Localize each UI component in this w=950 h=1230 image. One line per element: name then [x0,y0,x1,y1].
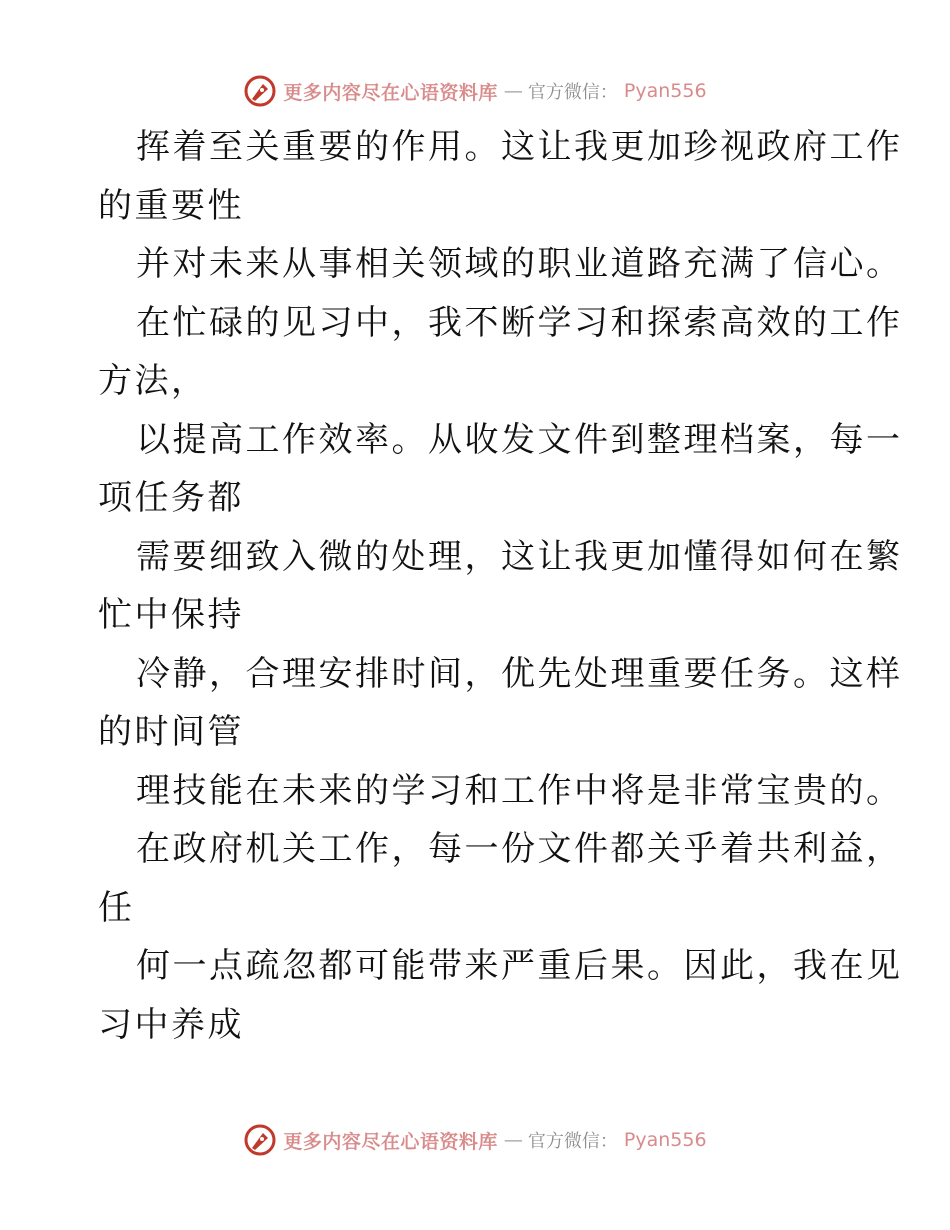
header-wechat-id: Pyan556 [623,80,707,102]
footer-brand-text: 更多内容尽在心语资料库 [283,1130,498,1153]
body-text-line: 在政府机关工作，每一份文件都关乎着共利益， [136,829,903,869]
body-text-line: 以提高工作效率。从收发文件到整理档案，每一 [136,419,903,460]
header-wechat-label: 官方微信： [527,82,618,103]
body-text-line: 的重要性 [98,185,244,226]
body-text-line: 忙中保持 [98,595,244,635]
header-brand-text: 更多内容尽在心语资料库 [283,81,498,104]
footer-wechat-id: Pyan556 [623,1129,707,1151]
header-dash: — [503,80,522,102]
body-text-line: 理技能在未来的学习和工作中将是非常宝贵的。 [136,770,903,811]
document-body [98,118,903,1054]
body-text-line: 并对未来从事相关领域的职业道路充满了信心。 [136,244,903,284]
body-text-line: 项任务都 [98,478,244,518]
footer-banner [0,1120,950,1160]
body-text-line: 需要细致入微的处理，这让我更加懂得如何在繁 [136,536,903,577]
body-text-line: 的时间管 [98,712,244,752]
body-text-line: 任 [98,887,135,928]
body-text-line: 何一点疏忽都可能带来严重后果。因此，我在见 [136,946,903,986]
footer-dash: — [503,1129,522,1151]
body-text-line: 挥着至关重要的作用。这让我更加珍视政府工作 [136,127,903,167]
pen-nib-logo-icon [243,74,277,108]
pen-nib-logo-icon [243,1123,277,1157]
body-text-line: 方法， [98,361,208,401]
footer-wechat-label: 官方微信： [527,1131,618,1152]
header-banner [0,71,950,111]
body-text-line: 习中养成 [98,1004,244,1045]
body-text-line: 在忙碌的见习中，我不断学习和探索高效的工作 [136,302,903,343]
body-text-line: 冷静，合理安排时间，优先处理重要任务。这样 [136,653,903,694]
